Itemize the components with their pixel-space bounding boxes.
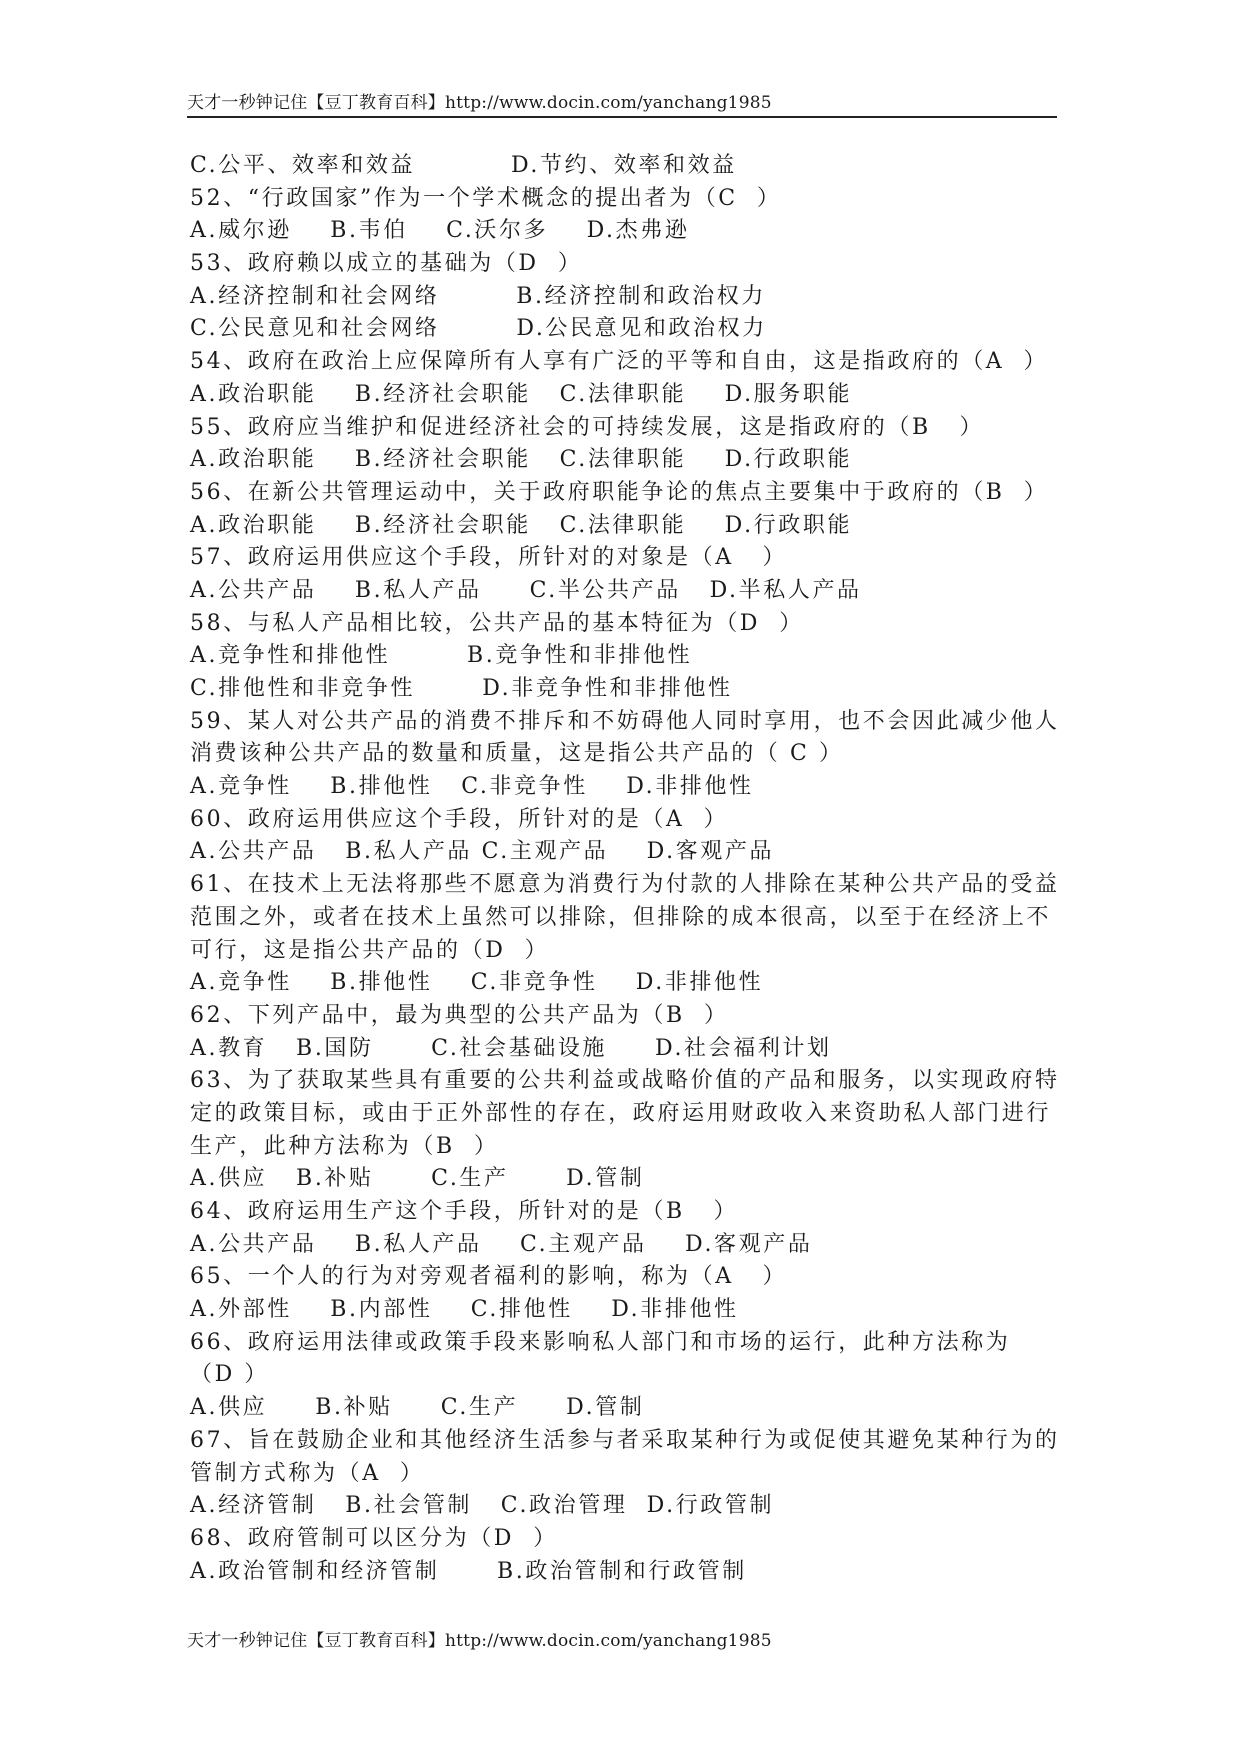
text-line: A.政治职能 B.经济社会职能 C.法律职能 D.行政职能	[190, 512, 853, 538]
text-line: A.供应 B.补贴 C.生产 D.管制	[190, 1166, 645, 1192]
text-line: 生产，此种方法称为（B ）	[190, 1133, 499, 1159]
text-line: A.公共产品 B.私人产品 C.主观产品 D.客观产品	[190, 1231, 813, 1257]
text-line: A.公共产品 B.私人产品 C.主观产品 D.客观产品	[190, 839, 775, 865]
text-line: 59、某人对公共产品的消费不排斥和不妨碍他人同时享用，也不会因此减少他人	[190, 708, 1060, 734]
text-line: C.排他性和非竞争性 D.非竞争性和非排他性	[190, 676, 733, 701]
text-line: 65、一个人的行为对旁观者福利的影响，称为（A ）	[190, 1264, 788, 1290]
text-line: 53、政府赖以成立的基础为（D ）	[190, 251, 583, 277]
text-line: A.外部性 B.内部性 C.排他性 D.非排他性	[190, 1297, 739, 1323]
text-line: 67、旨在鼓励企业和其他经济生活参与者采取某种行为或促使其避免某种行为的	[190, 1427, 1060, 1453]
text-line: 58、与私人产品相比较，公共产品的基本特征为（D ）	[190, 610, 804, 636]
text-line: 54、政府在政治上应保障所有人享有广泛的平等和自由，这是指政府的（A ）	[190, 349, 1049, 375]
text-line: 57、政府运用供应这个手段，所针对的对象是（A ）	[190, 545, 788, 571]
text-line: A.竞争性 B.排他性 C.非竞争性 D.非排他性	[190, 774, 754, 800]
text-line: 52、“行政国家”作为一个学术概念的提出者为（C ）	[190, 185, 782, 211]
text-line: C.公民意见和社会网络 D.公民意见和政治权力	[190, 316, 767, 342]
text-line: 68、政府管制可以区分为（D ）	[190, 1525, 558, 1551]
text-line: 61、在技术上无法将那些不愿意为消费行为付款的人排除在某种公共产品的受益	[190, 872, 1060, 898]
text-line: 范围之外，或者在技术上虽然可以排除，但排除的成本很高，以至于在经济上不	[190, 904, 1052, 930]
text-line: （D ）	[190, 1362, 270, 1388]
text-line: 64、政府运用生产这个手段，所针对的是（B ）	[190, 1199, 739, 1224]
text-line: 60、政府运用供应这个手段，所针对的是（A ）	[190, 806, 729, 832]
text-line: C.公平、效率和效益 D.节约、效率和效益	[190, 153, 737, 178]
text-line: 56、在新公共管理运动中，关于政府职能争论的焦点主要集中于政府的（B ）	[190, 479, 1049, 505]
page-header	[187, 88, 1057, 118]
text-line: 62、下列产品中，最为典型的公共产品为（B ）	[190, 1002, 729, 1028]
text-line: A.教育 B.国防 C.社会基础设施 D.社会福利计划	[190, 1035, 832, 1061]
text-line: 63、为了获取某些具有重要的公共利益或战略价值的产品和服务，以实现政府特	[190, 1068, 1060, 1094]
text-line: A.经济管制 B.社会管制 C.政治管理 D.行政管制	[190, 1493, 775, 1519]
page-footer: 天才一秒钟记住【豆丁教育百科】http://www.docin.com/yanchang1985	[187, 1631, 772, 1651]
text-line: A.威尔逊 B.韦伯 C.沃尔多 D.杰弗逊	[190, 218, 690, 244]
text-line: A.政治职能 B.经济社会职能 C.法律职能 D.行政职能	[190, 447, 853, 473]
text-line: A.政治管制和经济管制 B.政治管制和行政管制	[190, 1558, 747, 1584]
text-line: A.政治职能 B.经济社会职能 C.法律职能 D.服务职能	[190, 381, 853, 407]
text-line: A.竞争性和排他性 B.竞争性和非排他性	[190, 643, 693, 669]
text-line: A.供应 B.补贴 C.生产 D.管制	[190, 1395, 645, 1421]
text-line: 可行，这是指公共产品的（D ）	[190, 937, 550, 963]
text-line: 66、政府运用法律或政策手段来影响私人部门和市场的运行，此种方法称为	[190, 1329, 1011, 1355]
text-line: 55、政府应当维护和促进经济社会的可持续发展，这是指政府的（B ）	[190, 414, 985, 440]
header-text: 天才一秒钟记住【豆丁教育百科】http://www.docin.com/yanchang1985	[187, 93, 772, 113]
text-line: 管制方式称为（A ）	[190, 1460, 425, 1486]
text-line: A.竞争性 B.排他性 C.非竞争性 D.非排他性	[190, 970, 764, 996]
text-line: 定的政策目标，或由于正外部性的存在，政府运用财政收入来资助私人部门进行	[190, 1100, 1052, 1126]
document-body	[190, 150, 1060, 1588]
text-line: A.公共产品 B.私人产品 C.半公共产品 D.半私人产品	[190, 577, 862, 603]
text-line: 消费该种公共产品的数量和质量，这是指公共产品的（ C ）	[190, 741, 844, 767]
text-line: A.经济控制和社会网络 B.经济控制和政治权力	[190, 283, 766, 309]
